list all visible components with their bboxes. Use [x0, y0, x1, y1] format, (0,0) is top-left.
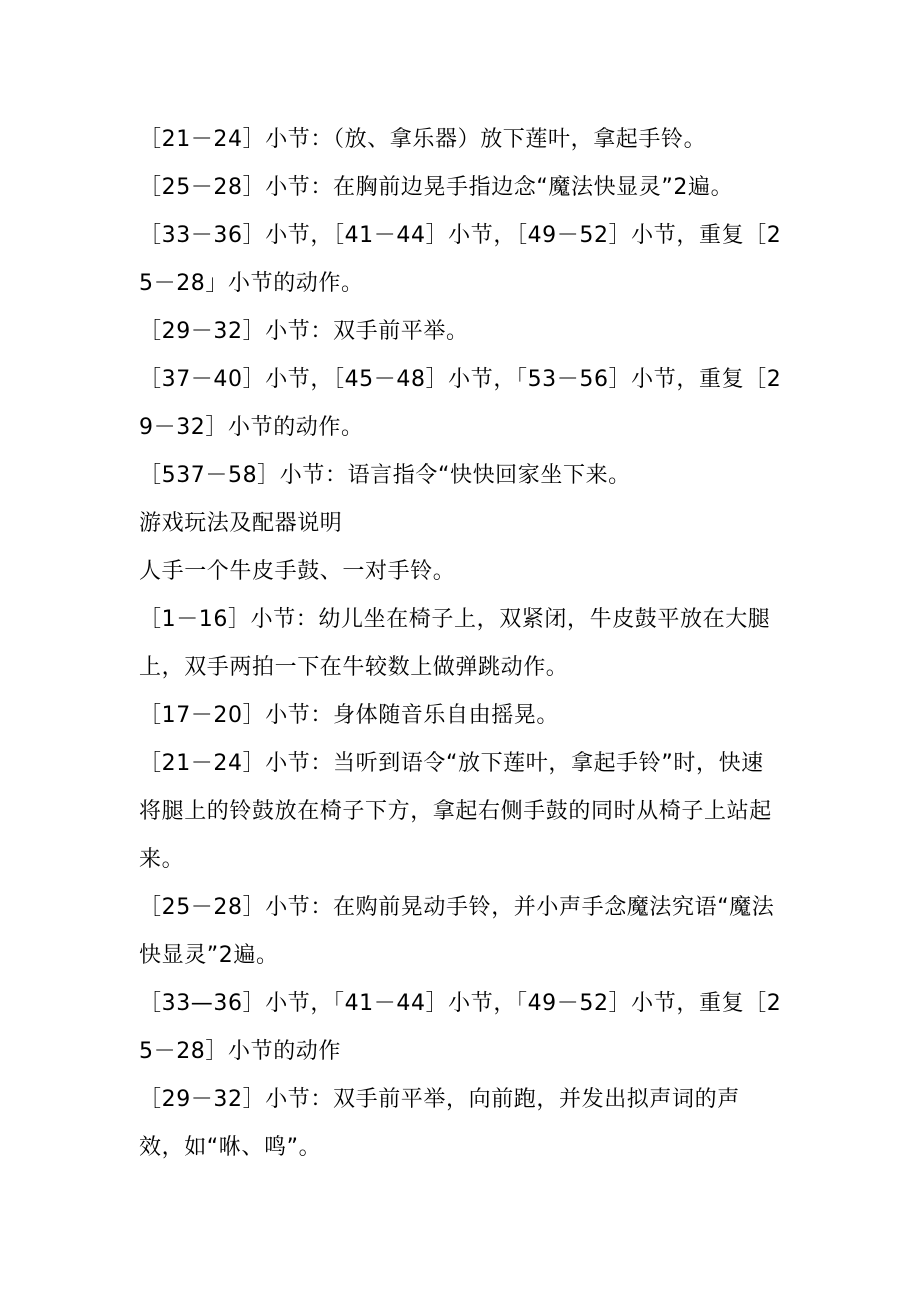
paragraph: ［37－40］小节，［45－48］小节，「53－56］小节，重复［29－32］小节的动作。 — [139, 367, 782, 440]
paragraph: ［25－28］小节：在购前晃动手铃，并小声手念魔法究语“魔法快显灵”2遍。 — [139, 895, 775, 968]
paragraph: ［21－24］小节：（放、拿乐器）放下莲叶，拿起手铃。 — [139, 127, 707, 152]
paragraph: ［1－16］小节：幼儿坐在椅子上，双紧闭，牛皮鼓平放在大腿上，双手两拍一下在牛较数上做弹跳动作。 — [139, 607, 771, 680]
paragraph: ［29－32］小节：双手前平举。 — [139, 319, 469, 344]
paragraph: ［21－24］小节：当听到语令“放下莲叶，拿起手铃”时，快速将腿上的铃鼓放在椅子下方，拿起右侧手鼓的同时从椅子上站起来。 — [139, 751, 772, 872]
paragraph: ［537－58］小节：语言指令“快快回家坐下来。 — [139, 463, 631, 488]
paragraph: ［33—36］小节，「41－44］小节，「49－52］小节，重复［25－28］小节的动作 — [139, 991, 782, 1064]
paragraph: ［17－20］小节：身体随音乐自由摇晃。 — [139, 703, 559, 728]
document-body — [139, 116, 784, 1172]
paragraph: ［33－36］小节，［41－44］小节，［49－52］小节，重复［25－28」小节的动作。 — [139, 223, 782, 296]
section-heading: 游戏玩法及配器说明 — [139, 511, 343, 536]
paragraph: 人手一个牛皮手鼓、一对手铃。 — [139, 559, 456, 584]
paragraph: ［29－32］小节：双手前平举，向前跑，并发出拟声词的声效，如“咻、鸣”。 — [139, 1087, 740, 1160]
paragraph: ［25－28］小节：在胸前边晃手指边念“魔法快显灵”2遍。 — [139, 175, 734, 200]
